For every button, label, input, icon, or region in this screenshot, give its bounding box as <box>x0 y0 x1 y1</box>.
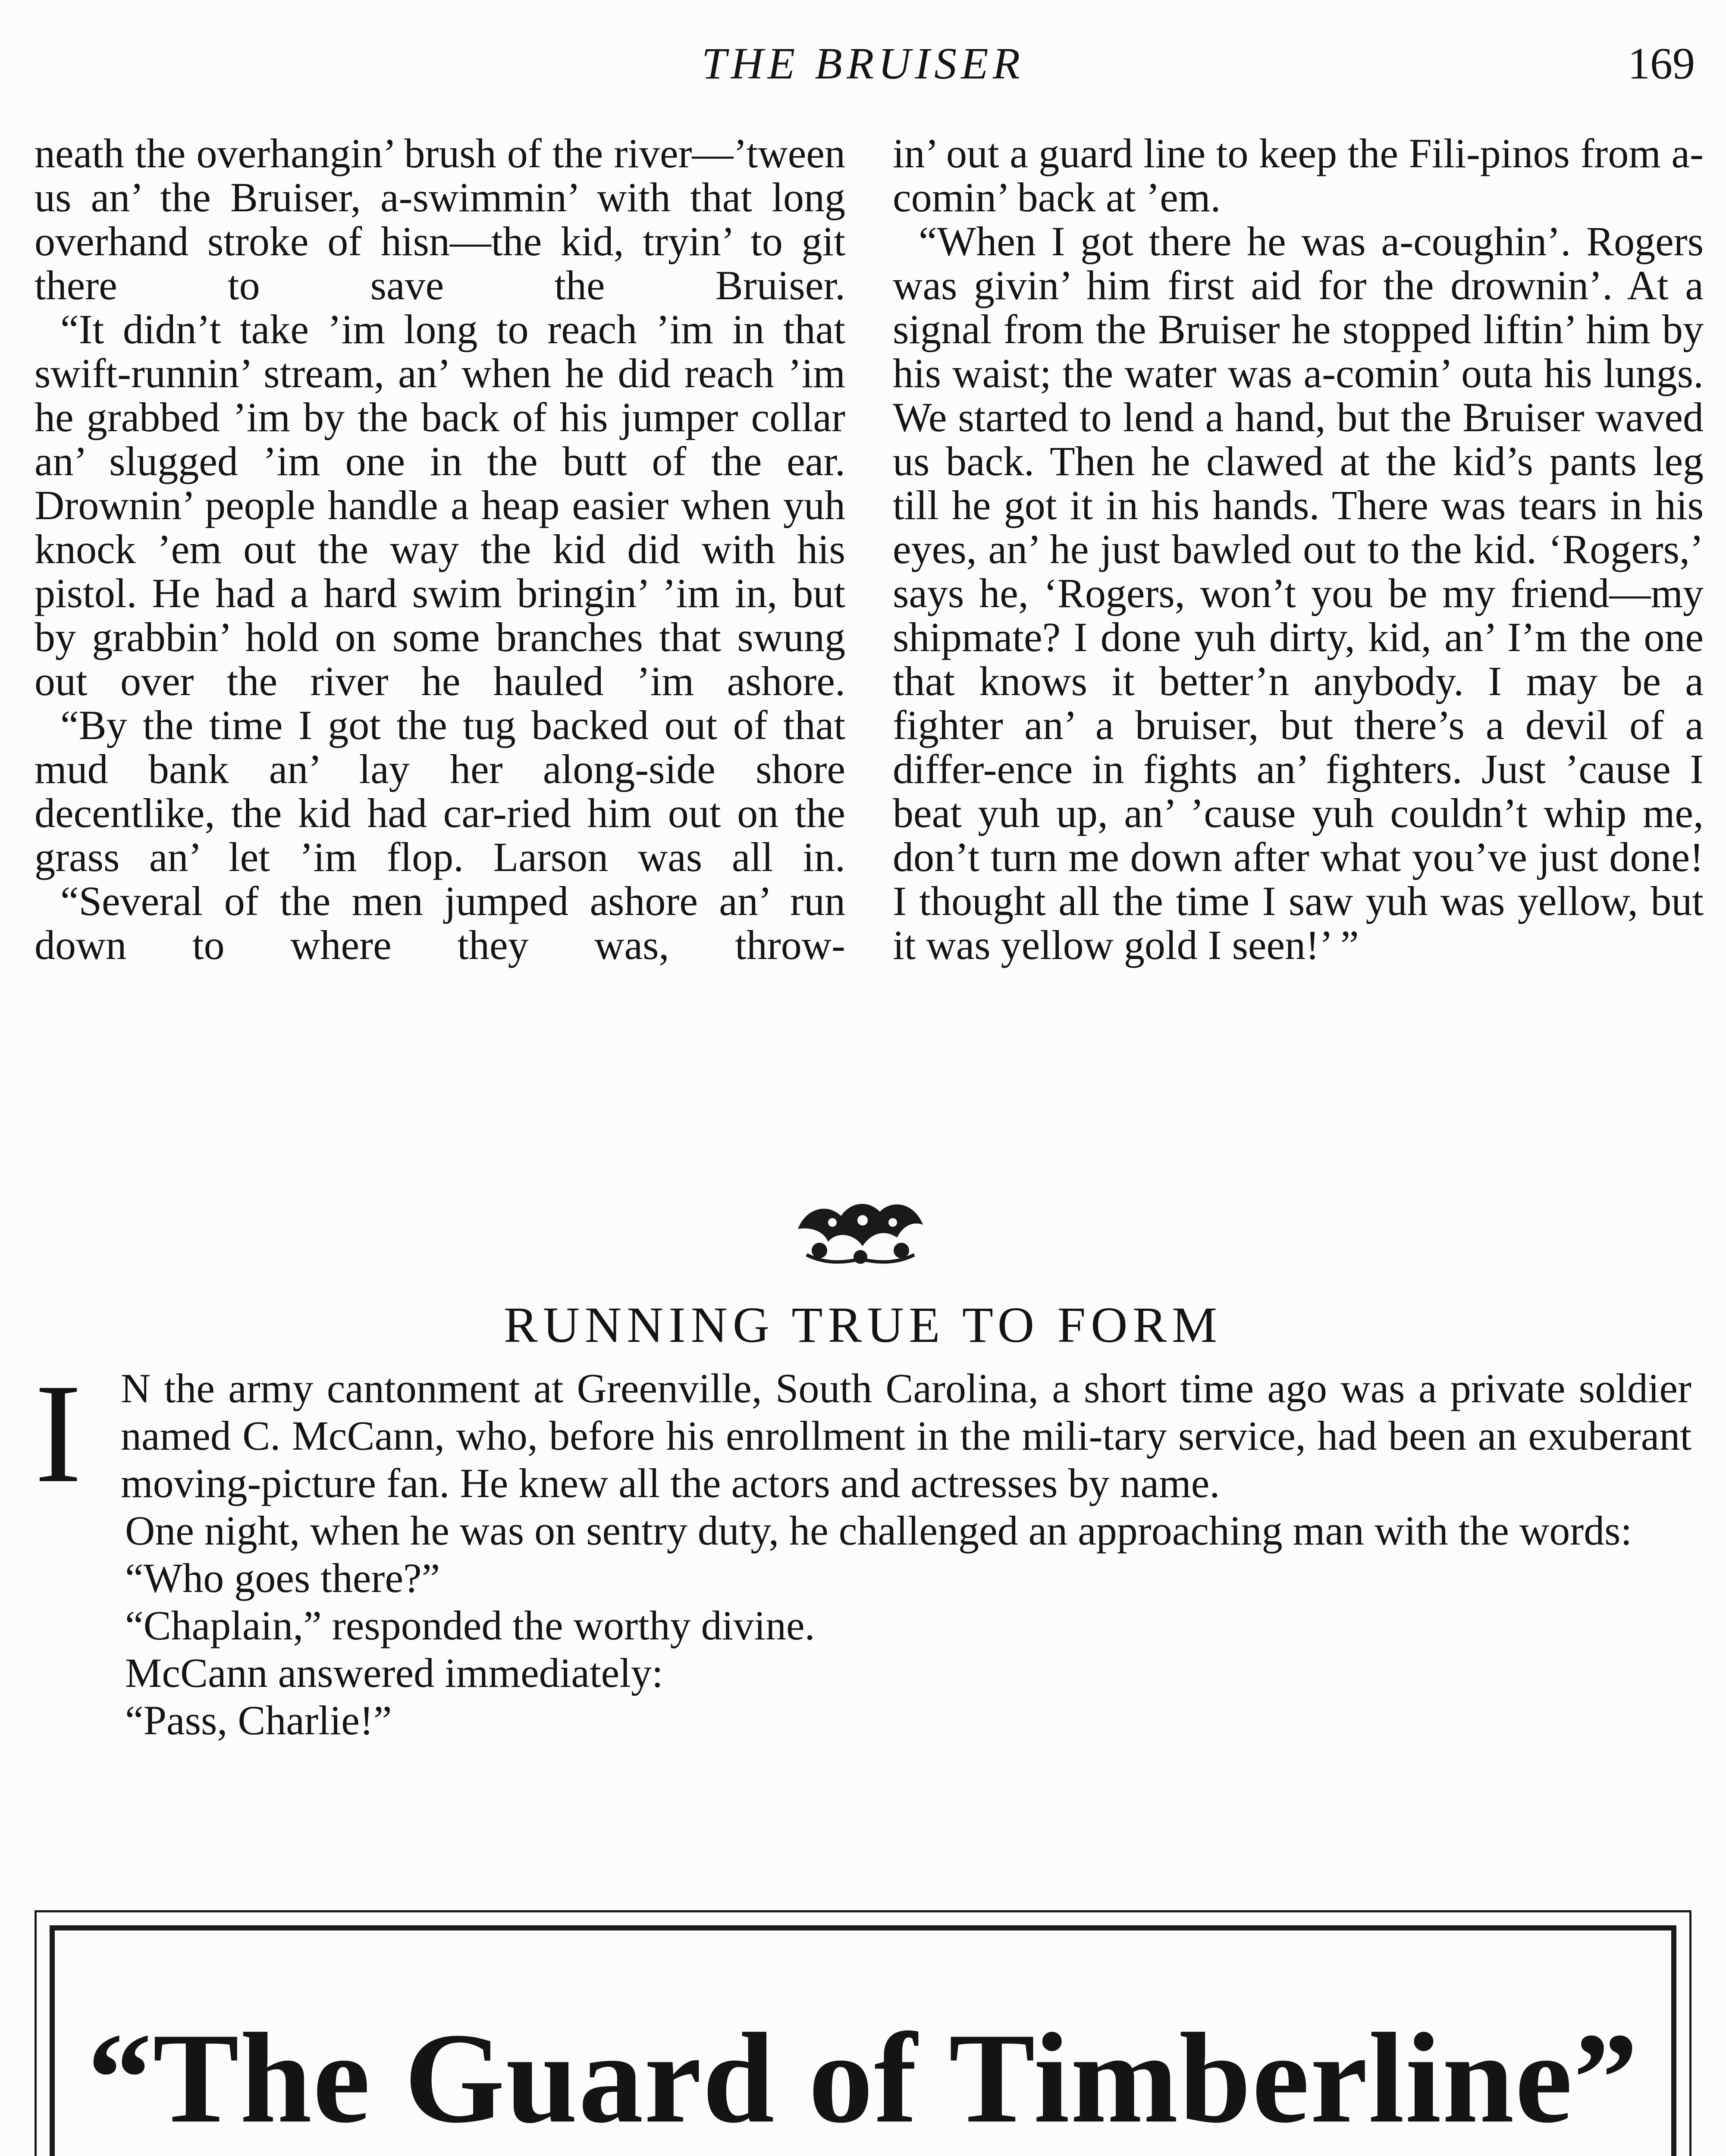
article-line: “Chaplain,” responded the worthy divine. <box>125 1602 815 1648</box>
ad-title: “The Guard of Timberline” <box>87 2006 1639 2150</box>
article-line: “Pass, Charlie!” <box>125 1697 392 1743</box>
article-paragraph: N the army cantonment at Greenville, South Carolina, a short time ago was a private soldier named C. McCann, who, before his enrollment in the mili-tary service, had been an exuberant moving-picture fan. He knew all the actors and actresses by name. <box>121 1365 1691 1506</box>
page-number: 169 <box>1628 39 1695 88</box>
article-line: “Who goes there?” <box>125 1555 440 1601</box>
story-paragraph: in’ out a guard line to keep the Fili-pinos from a-comin’ back at ’em. <box>893 130 1704 220</box>
floral-ornament-icon <box>789 1190 932 1268</box>
article-line: McCann answered immediately: <box>125 1650 663 1696</box>
story-paragraph: neath the overhangin’ brush of the river—’tween us an’ the Bruiser, a-swimmin’ with that long overhand stroke of hisn—the kid, tryin’ to git there to save the Bruiser. <box>35 130 845 308</box>
article-first-paragraph-block <box>35 1355 1691 1512</box>
article-body <box>35 1355 1691 1744</box>
story-left-column <box>35 132 845 967</box>
story-paragraph: “When I got there he was a-coughin’. Rogers was givin’ him first aid for the drownin’. At a signal from the Bruiser he stopped liftin’ him by his waist; the water was a-comin’ outa his lungs. We started to lend a hand, but the Bruiser waved us back. Then he clawed at the kid’s pants leg till he got it in his hands. There was tears in his eyes, an’ he just bawled out to the kid. ‘Rogers,’ says he, ‘Rogers, won’t you be my friend—my shipmate? I done yuh dirty, kid, an’ I’m the one that knows it better’n anybody. I may be a fighter an’ a bruiser, but there’s a devil of a differ-ence in fights an’ fighters. Just ’cause I beat yuh up, an’ ’cause yuh couldn’t whip me, don’t turn me down after what you’ve just done! I thought all the time I saw yuh was yellow, but it was yellow gold I seen!’ ” <box>893 218 1704 968</box>
article-paragraph: One night, when he was on sentry duty, he challenged an approaching man with the words: <box>125 1507 1632 1554</box>
running-title: THE BRUISER <box>701 39 1025 88</box>
advertisement-box <box>35 1910 1691 2156</box>
page-header <box>0 38 1726 98</box>
advertisement-inner-border <box>50 1925 1676 2156</box>
story-paragraph: “Several of the men jumped ashore an’ run down to where they was, throw- <box>35 878 845 968</box>
article-title: RUNNING TRUE TO FORM <box>503 1297 1223 1353</box>
drop-cap: I <box>35 1355 82 1512</box>
story-right-column <box>893 132 1704 967</box>
story-paragraph: “It didn’t take ’im long to reach ’im in that swift-runnin’ stream, an’ when he did reach ’im he grabbed ’im by the back of his jumper collar an’ slugged ’im one in the butt of the ear. Drownin’ people handle a heap easier when yuh knock ’em out the way the kid did with his pistol. He had a hard swim bringin’ ’im in, but by grabbin’ hold on some branches that swung out over the river he hauled ’im ashore. <box>35 306 845 704</box>
story-paragraph: “By the time I got the tug backed out of that mud bank an’ lay her along-side shore decentlike, the kid had car-ried him out on the grass an’ let ’im flop. Larson was all in. <box>35 702 845 880</box>
